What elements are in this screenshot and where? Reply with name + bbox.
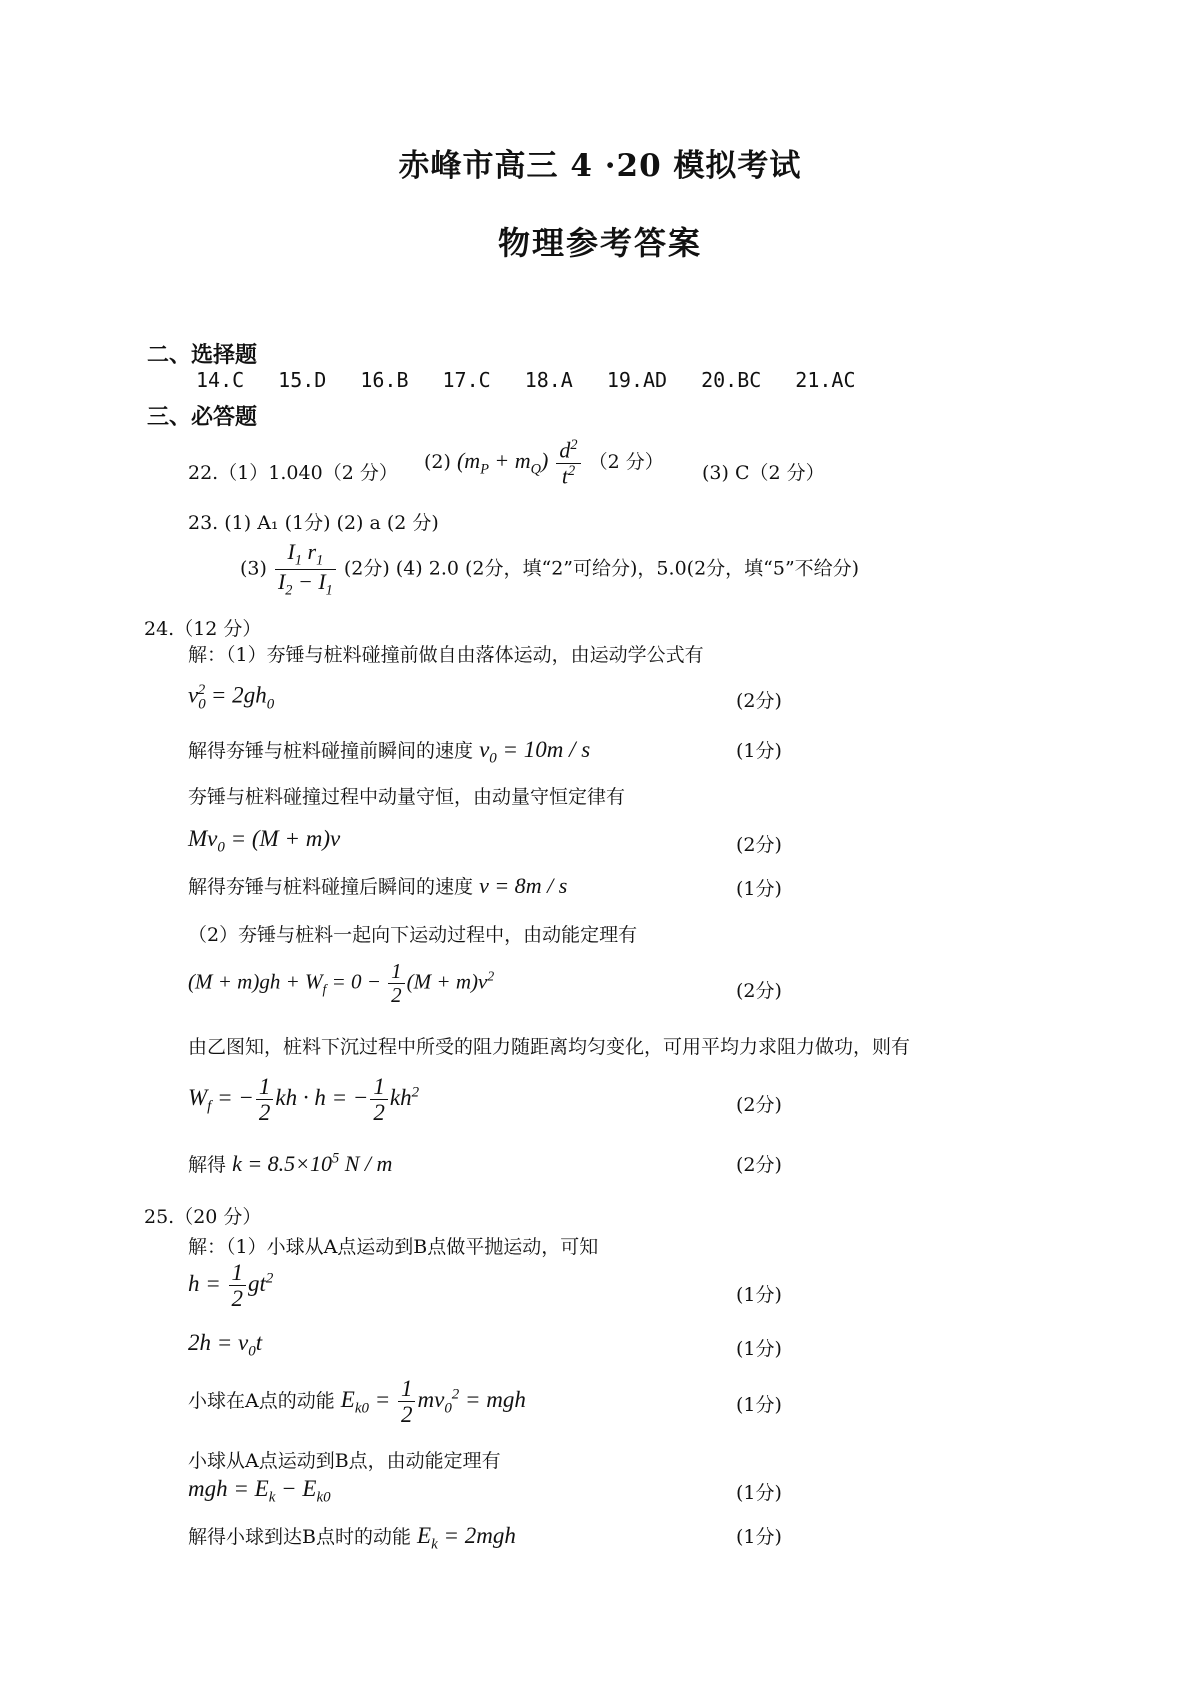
q25-step4: 小球从A点运动到B点，由动能定理有 (188, 1450, 501, 1472)
answer-item: 20.BC (701, 368, 762, 392)
formula: $v_0 = 10m / s$ (479, 737, 591, 767)
score: (1分) (736, 1394, 782, 1416)
fraction: $\frac{1}{2}$ (229, 1260, 247, 1312)
score: (1分) (736, 1338, 782, 1360)
q25-step1: 解：（1）小球从A点运动到B点做平抛运动，可知 (188, 1236, 599, 1258)
score: (2分) (736, 980, 782, 1002)
q24-step2: 解得夯锤与桩料碰撞前瞬间的速度 $v_0 = 10m / s$ (188, 737, 591, 767)
score: (2分) (736, 690, 782, 712)
answer-item: 18.A (524, 368, 573, 392)
choice-answers (196, 368, 890, 392)
q25-step5: 解得小球到达B点时的动能 $E_k = 2mgh$ (188, 1523, 516, 1553)
q24-step7: 解得 $k = 8.5\times 10^5$ N / m (188, 1150, 393, 1176)
fraction: $\frac{1}{2}$ (256, 1074, 274, 1126)
page-title: 赤峰市高三 4 ·20 模拟考试 (398, 148, 802, 184)
fraction: $\frac{1}{2}$ (370, 1074, 388, 1126)
score: (1分) (736, 878, 782, 900)
formula: $W_f$ = − $\frac{1}{2}$ kh · h = − $\frac{1}{2}$ $kh^2$ (188, 1074, 420, 1126)
q24-step5: （2）夯锤与桩料一起向下运动过程中，由动能定理有 (188, 924, 638, 946)
answer-item: 16.B (360, 368, 409, 392)
formula: mgh = $E_k - E_{k0}$ (188, 1476, 331, 1506)
formula: $(M + m)gh + W_f = 0$ − $\frac{1}{2}$ $(M + m)v^2$ (188, 959, 495, 1008)
score: (1分) (736, 1284, 782, 1306)
score: (1分) (736, 740, 782, 762)
q24-step3: 夯锤与桩料碰撞过程中动量守恒，由动量守恒定律有 (188, 786, 626, 808)
q23-line1: 23. (1) A₁ (1分) (2) a (2 分) (188, 512, 439, 534)
formula: h = $\frac{1}{2}$ $gt^2$ (188, 1260, 274, 1312)
formula: $2h = v_0t$ (188, 1330, 263, 1360)
score: (2分) (736, 834, 782, 856)
q22-part2: (2) $(m_P + m_Q)$ $\frac{d^2}{t^2}$ （2 分） (424, 437, 664, 488)
q25-header: 25.（20 分） (144, 1206, 262, 1228)
fraction: $\frac{d^2}{t^2}$ (556, 438, 580, 488)
answer-item: 15.D (278, 368, 327, 392)
q22-part3: (3) C（2 分） (702, 462, 825, 484)
q24-header: 24.（12 分） (144, 618, 262, 640)
fraction: $\frac{1}{2}$ (398, 1376, 416, 1428)
fraction: $\frac{1}{2}$ (388, 960, 405, 1007)
formula: $E_k = 2mgh$ (417, 1523, 516, 1553)
q22-formula: $(m_P + m_Q)$ (456, 448, 549, 478)
q24-step1: 解：（1）夯锤与桩料碰撞前做自由落体运动，由运动学公式有 (188, 644, 704, 666)
formula: v = 8m / s (479, 873, 568, 898)
fraction: $\frac{I_1 r_1}{I_2 - I_1}$ (275, 540, 336, 599)
q25-step3: 小球在A点的动能 $E_{k0}$ = $\frac{1}{2}$ $mv_0^2$ = mgh (188, 1376, 526, 1428)
section-label-choice: 二、选择题 (147, 343, 258, 368)
score: (1分) (736, 1482, 782, 1504)
section-label-required: 三、必答题 (147, 405, 258, 430)
answer-item: 17.C (442, 368, 491, 392)
formula: $E_{k0}$ = $\frac{1}{2}$ $mv_0^2$ = mgh (340, 1376, 526, 1428)
answer-item: 19.AD (606, 368, 668, 392)
q23-line2: (3) $\frac{I_1 r_1}{I_2 - I_1}$ (2分) (4) 2.0 (2分，填“2”可给分)，5.0(2分，填“5”不给分) (240, 539, 860, 599)
page-subtitle: 物理参考答案 (497, 224, 702, 262)
formula: $k = 8.5\times 10^5$ N / m (232, 1150, 393, 1176)
score: (2分) (736, 1094, 782, 1116)
q24-step4: 解得夯锤与桩料碰撞后瞬间的速度 v = 8m / s (188, 873, 568, 898)
formula: $Mv_0 = (M + m)v$ (188, 826, 341, 856)
score: (2分) (736, 1154, 782, 1176)
answer-item: 14.C (196, 368, 245, 392)
score: (1分) (736, 1526, 782, 1548)
answer-item: 21.AC (795, 368, 856, 392)
q22-part1: 22.（1）1.040（2 分） (188, 462, 398, 484)
formula: $v_0^2 = 2gh_0$ (188, 682, 275, 713)
q24-step6: 由乙图知，桩料下沉过程中所受的阻力随距离均匀变化，可用平均力求阻力做功，则有 (188, 1036, 911, 1058)
